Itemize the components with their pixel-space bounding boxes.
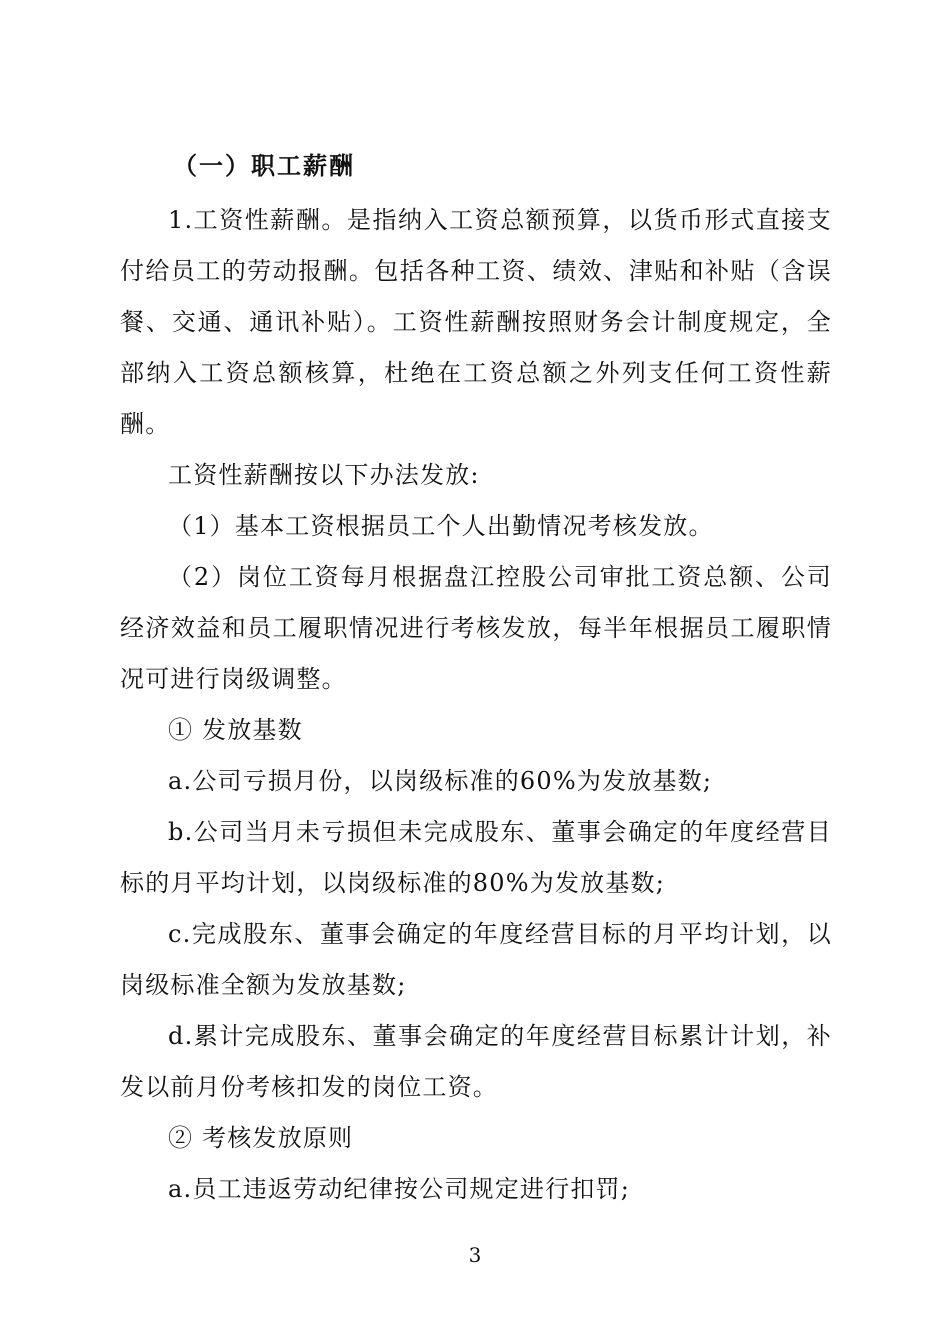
- body-text: [120, 195, 832, 1215]
- page-number: 3: [468, 1243, 482, 1267]
- paragraph-item-a-discipline: a.员工违返劳动纪律按公司规定进行扣罚;: [168, 1175, 631, 1203]
- section-heading: （一）职工薪酬: [173, 152, 355, 180]
- paragraph-item-b-partial: b.公司当月未亏损但未完成股东、董事会确定的年度经营目标的月平均计划，以岗级标准的80%为发放基数;: [120, 818, 832, 897]
- paragraph-assessment-principle-title: ② 考核发放原则: [168, 1124, 354, 1152]
- paragraph-wage-definition: 1.工资性薪酬。是指纳入工资总额预算，以货币形式直接支付给员工的劳动报酬。包括各种工资、绩效、津贴和补贴（含误餐、交通、通讯补贴）。工资性薪酬按照财务会计制度规定，全部纳入工资总额核算，杜绝在工资总额之外列支任何工资性薪酬。: [120, 206, 832, 438]
- paragraph-base-salary: （1）基本工资根据员工个人出勤情况考核发放。: [168, 512, 714, 540]
- paragraph-payment-base-title: ① 发放基数: [168, 716, 303, 744]
- paragraph-item-c-complete: c.完成股东、董事会确定的年度经营目标的月平均计划，以岗级标准全额为发放基数;: [120, 920, 832, 999]
- paragraph-payment-method-intro: 工资性薪酬按以下办法发放:: [168, 461, 480, 489]
- paragraph-item-d-cumulative: d.累计完成股东、董事会确定的年度经营目标累计计划，补发以前月份考核扣发的岗位工资。: [120, 1022, 832, 1101]
- paragraph-item-a-loss: a.公司亏损月份，以岗级标准的60%为发放基数;: [168, 767, 713, 795]
- paragraph-position-salary: （2）岗位工资每月根据盘江控股公司审批工资总额、公司经济效益和员工履职情况进行考核发放，每半年根据员工履职情况可进行岗级调整。: [120, 563, 832, 693]
